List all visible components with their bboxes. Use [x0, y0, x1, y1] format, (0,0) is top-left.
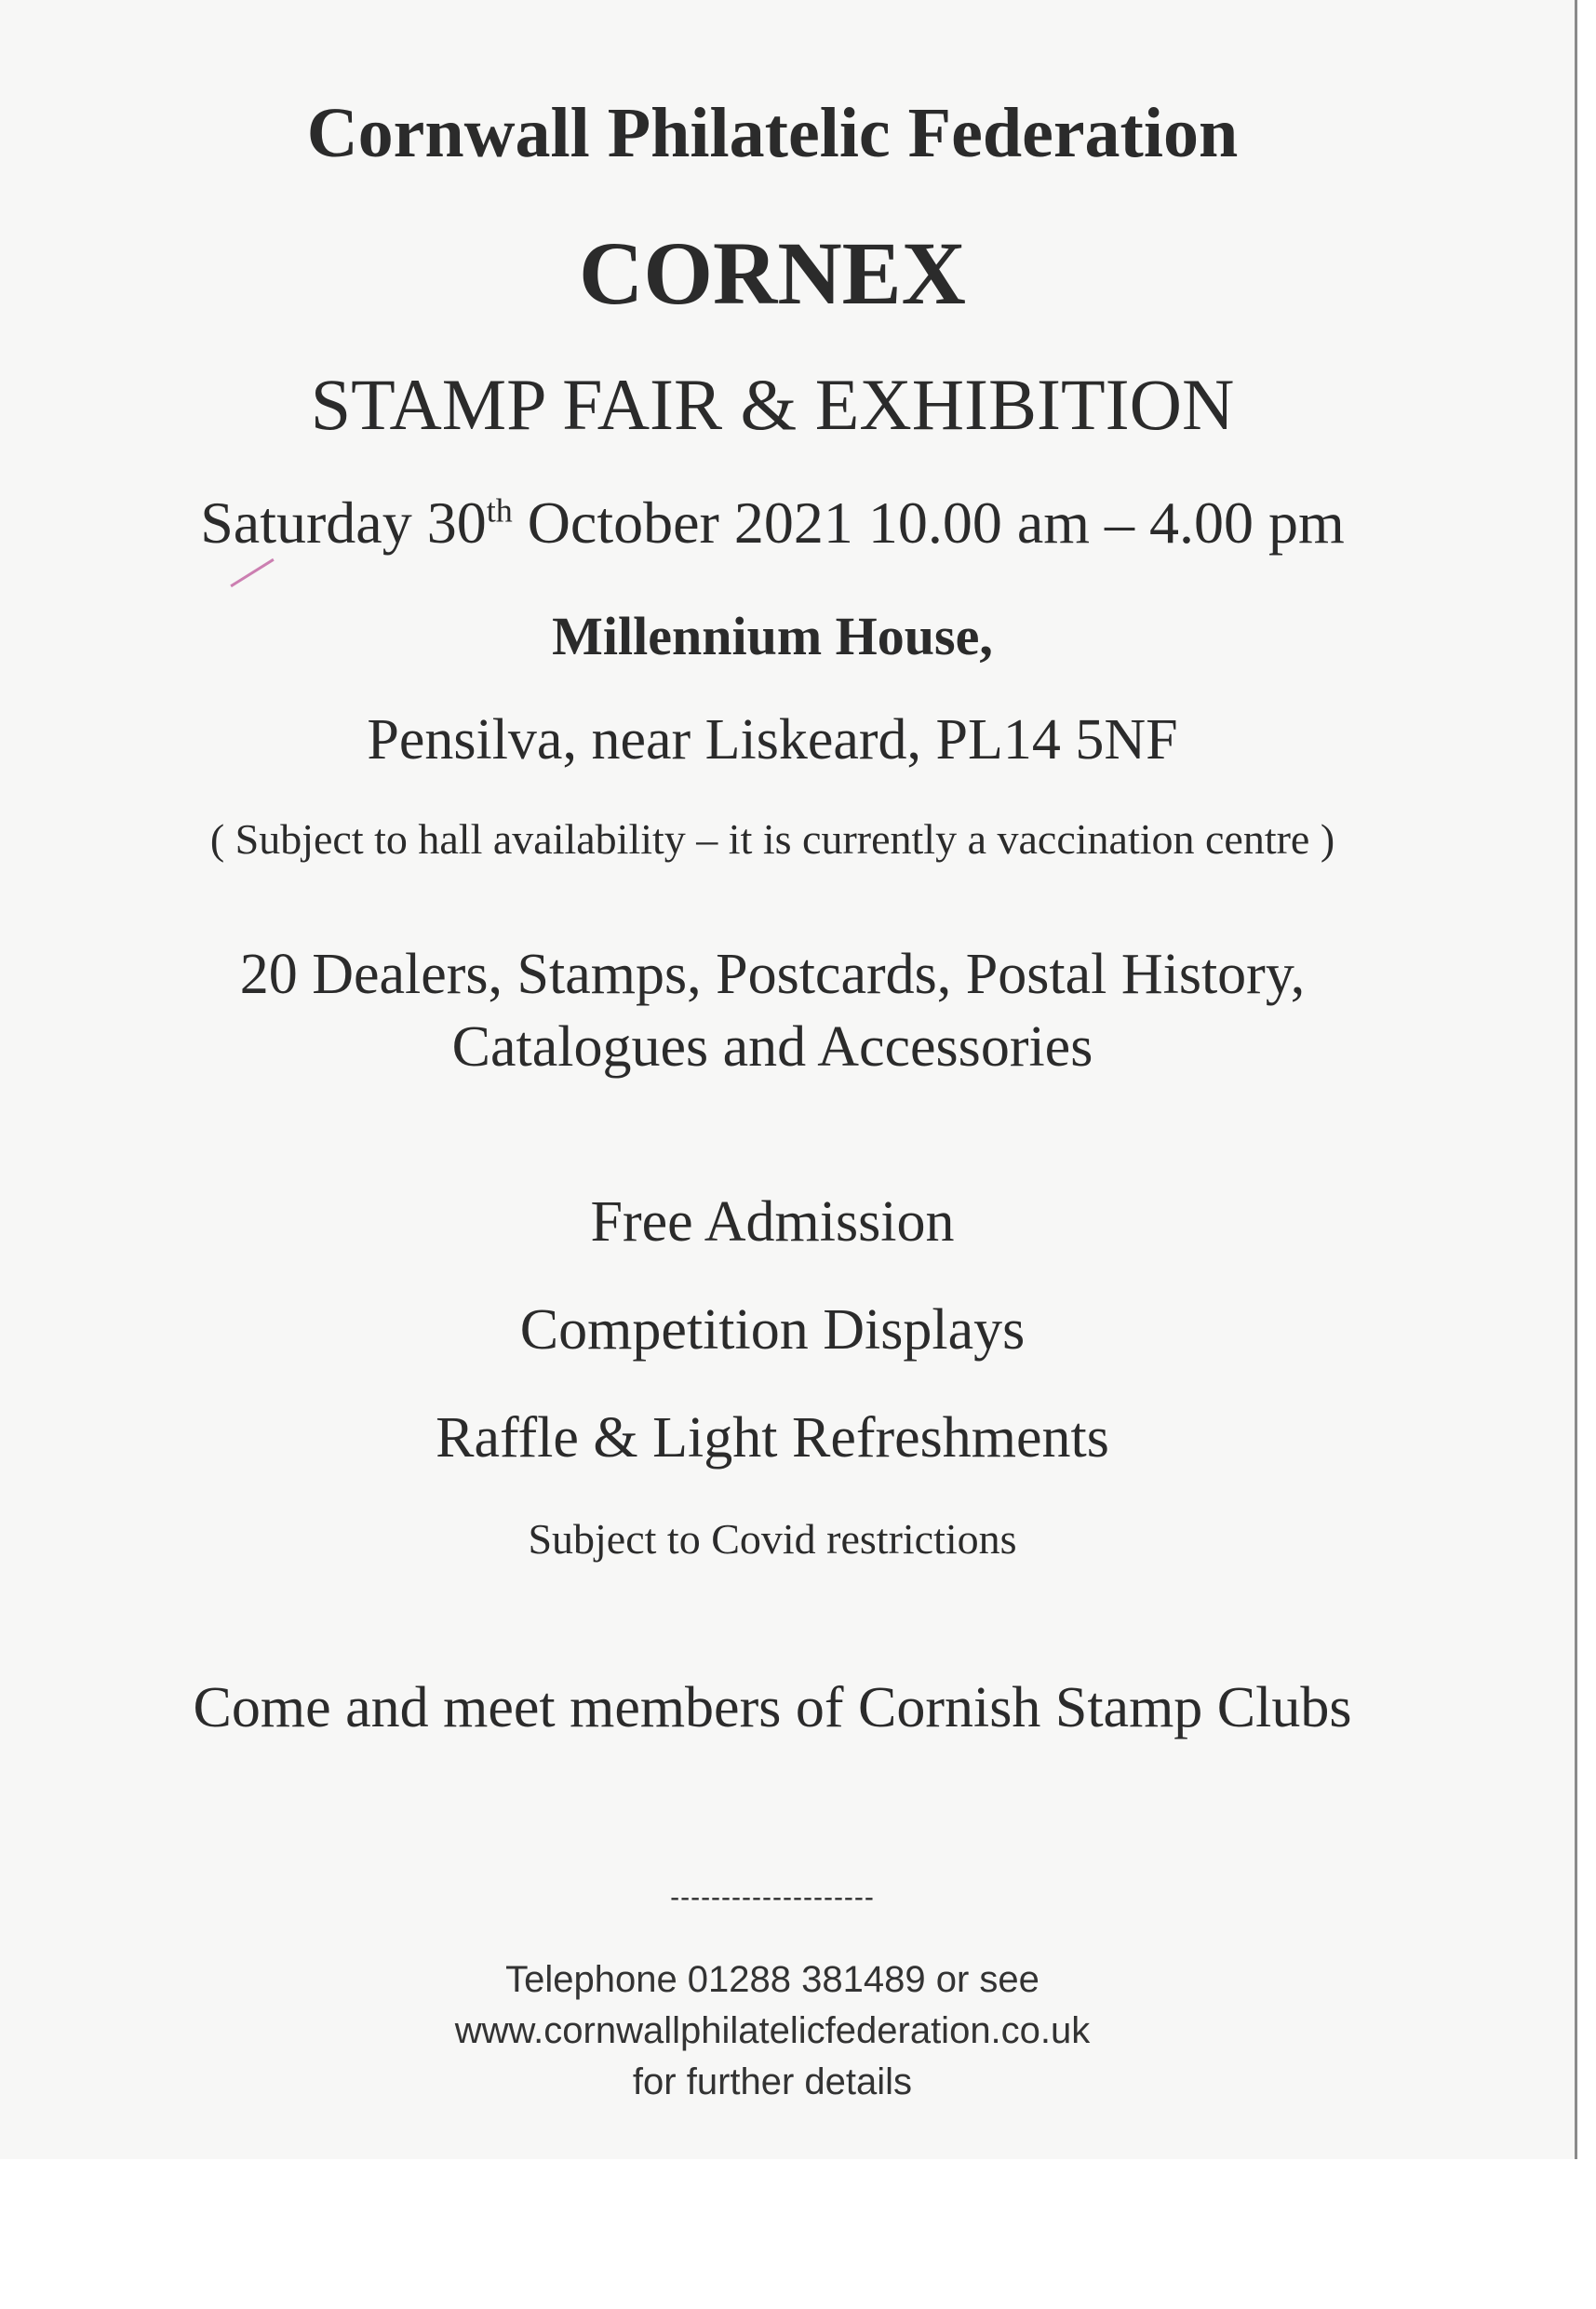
contact-website: www.cornwallphilatelicfederation.co.uk [454, 2010, 1091, 2051]
feature-raffle-refreshments: Raffle & Light Refreshments [436, 1406, 1109, 1470]
date-rest: October 2021 10.00 am – 4.00 pm [512, 490, 1345, 556]
pen-mark [230, 558, 274, 587]
divider: -------------------- [670, 1882, 875, 1913]
clubs-line: Come and meet members of Cornish Stamp Clubs [193, 1676, 1352, 1739]
venue-address: Pensilva, near Liskeard, PL14 5NF [367, 708, 1178, 772]
dealers-line-1: 20 Dealers, Stamps, Postcards, Postal History, [239, 943, 1306, 1006]
date-ordinal-suffix: th [486, 491, 513, 530]
feature-free-admission: Free Admission [590, 1190, 955, 1254]
event-name: CORNEX [578, 223, 966, 323]
dealers-line-2: Catalogues and Accessories [451, 1015, 1093, 1079]
feature-competition-displays: Competition Displays [519, 1298, 1026, 1362]
contact-further-details: for further details [632, 2061, 913, 2102]
covid-note: Subject to Covid restrictions [528, 1515, 1017, 1563]
venue-name: Millennium House, [552, 606, 993, 666]
availability-note: ( Subject to hall availability – it is currently a vaccination centre ) [209, 815, 1335, 863]
date-prefix: Saturday 30 [200, 490, 487, 556]
event-subtitle: STAMP FAIR & EXHIBITION [310, 364, 1235, 445]
contact-telephone: Telephone 01288 381489 or see [505, 1959, 1039, 2000]
scan-margin [0, 2159, 1596, 2309]
organisation-title: Cornwall Philatelic Federation [306, 94, 1239, 172]
event-date [0, 489, 1545, 557]
